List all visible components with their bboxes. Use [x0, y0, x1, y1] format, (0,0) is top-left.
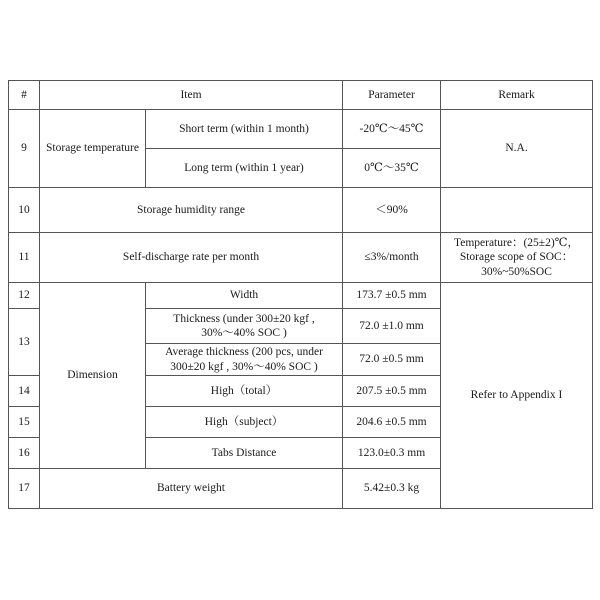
remark-line: Temperature：(25±2)℃，	[454, 236, 580, 249]
header-row	[9, 81, 593, 110]
self-discharge-remark	[441, 233, 593, 283]
empty-remark	[441, 188, 593, 233]
humidity-label: Storage humidity range	[40, 188, 343, 233]
average-thickness-label	[146, 344, 343, 376]
tabs-distance-label: Tabs Distance	[146, 438, 343, 469]
label-line: 300±20 kgf , 30%～40% SOC )	[170, 360, 318, 373]
header-parameter: Parameter	[343, 81, 441, 110]
storage-temperature-label: Storage temperature	[40, 110, 146, 188]
storage-temperature-remark: N.A.	[441, 110, 593, 188]
remark-line: Storage scope of SOC：	[459, 251, 574, 264]
row-number: 15	[9, 407, 40, 438]
self-discharge-value: ≤3%/month	[343, 233, 441, 283]
header-item: Item	[40, 81, 343, 110]
header-num: #	[9, 81, 40, 110]
table-row	[9, 188, 593, 233]
self-discharge-label: Self-discharge rate per month	[40, 233, 343, 283]
row-number: 11	[9, 233, 40, 283]
row-number: 10	[9, 188, 40, 233]
battery-weight-value: 5.42±0.3 kg	[343, 469, 441, 509]
width-label: Width	[146, 283, 343, 309]
battery-weight-label: Battery weight	[40, 469, 343, 509]
table-row	[9, 283, 593, 309]
high-total-value: 207.5 ±0.5 mm	[343, 376, 441, 407]
label-line: 30%～40% SOC )	[201, 327, 287, 339]
row-number: 14	[9, 376, 40, 407]
row-number: 12	[9, 283, 40, 309]
dimension-remark: Refer to Appendix I	[441, 283, 593, 509]
tabs-distance-value: 123.0±0.3 mm	[343, 438, 441, 469]
dimension-label: Dimension	[40, 283, 146, 469]
long-term-value: 0℃～35℃	[343, 149, 441, 188]
thickness-value: 72.0 ±1.0 mm	[343, 309, 441, 344]
header-remark: Remark	[441, 81, 593, 110]
remark-line: 30%~50%SOC	[481, 265, 552, 278]
table-row	[9, 110, 593, 149]
high-subject-value: 204.6 ±0.5 mm	[343, 407, 441, 438]
average-thickness-value: 72.0 ±0.5 mm	[343, 344, 441, 376]
row-number: 13	[9, 309, 40, 376]
short-term-label: Short term (within 1 month)	[146, 110, 343, 149]
thickness-label	[146, 309, 343, 344]
row-number: 17	[9, 469, 40, 509]
row-number: 16	[9, 438, 40, 469]
humidity-value: ＜90%	[343, 188, 441, 233]
long-term-label: Long term (within 1 year)	[146, 149, 343, 188]
high-total-label: High（total）	[146, 376, 343, 407]
spec-table	[8, 80, 593, 509]
row-number: 9	[9, 110, 40, 188]
short-term-value: -20℃～45℃	[343, 110, 441, 149]
label-line: Thickness (under 300±20 kgf ,	[173, 312, 315, 325]
table-row	[9, 233, 593, 283]
width-value: 173.7 ±0.5 mm	[343, 283, 441, 309]
high-subject-label: High（subject）	[146, 407, 343, 438]
label-line: Average thickness (200 pcs, under	[165, 346, 323, 359]
